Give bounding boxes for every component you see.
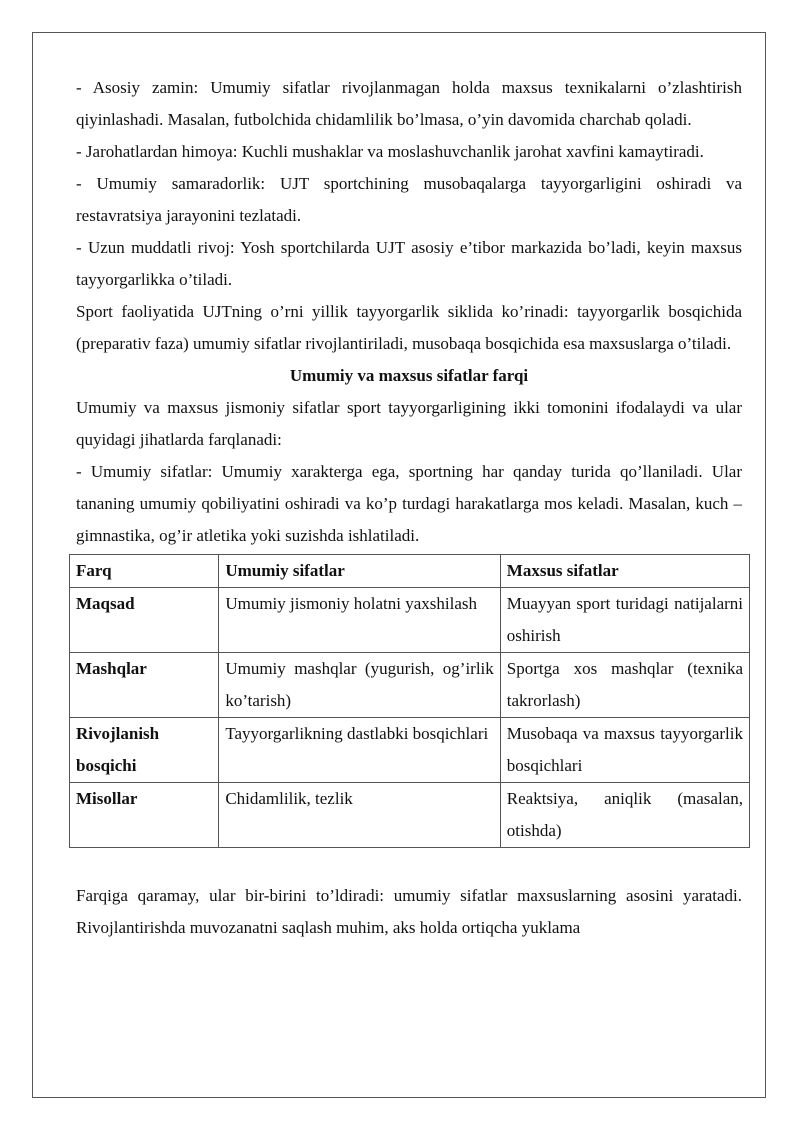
table-row-label: Mashqlar	[70, 653, 219, 718]
table-cell: Musobaqa va maxsus tayyorgarlik bosqichlari	[500, 718, 749, 783]
table-row	[70, 718, 750, 783]
table-row	[70, 588, 750, 653]
table-cell: Muayyan sport turidagi natijalarni oshirish	[500, 588, 749, 653]
table-row-label: Rivojlanish bosqichi	[70, 718, 219, 783]
table-row	[70, 783, 750, 848]
table-row-label: Maqsad	[70, 588, 219, 653]
table-header-cell: Maxsus sifatlar	[500, 555, 749, 588]
paragraph-umumiy-samaradorlik: - Umumiy samaradorlik: UJT sportchining musobaqalarga tayyorgarligini oshiradi va restavratsiya jarayonini tezlatadi.	[76, 174, 742, 225]
table-cell: Sportga xos mashqlar (texnika takrorlash)	[500, 653, 749, 718]
section-heading: Umumiy va maxsus sifatlar farqi	[289, 366, 529, 385]
table-header-cell: Umumiy sifatlar	[219, 555, 500, 588]
table-cell: Tayyorgarlikning dastlabki bosqichlari	[219, 718, 500, 783]
table-row-label: Misollar	[70, 783, 219, 848]
document-body	[76, 72, 742, 944]
paragraph-intro: Umumiy va maxsus jismoniy sifatlar sport tayyorgarligining ikki tomonini ifodalaydi va ular quyidagi jihatlarda farqlanadi:	[76, 398, 742, 449]
table-header-cell: Farq	[70, 555, 219, 588]
paragraph-asosiy-zamin: - Asosiy zamin: Umumiy sifatlar rivojlanmagan holda maxsus texnikalarni o’zlashtirish qiyinlashadi. Masalan, futbolchida chidamlilik bo’lmasa, o’yin davomida charchab qoladi.	[76, 78, 742, 129]
table-cell: Umumiy mashqlar (yugurish, og’irlik ko’tarish)	[219, 653, 500, 718]
paragraph-sport-faoliyatida: Sport faoliyatida UJTning o’rni yillik tayyorgarlik siklida ko’rinadi: tayyorgarlik bosqichida (preparativ faza) umumiy sifatlar rivojlantiriladi, musobaqa bosqichida esa maxsuslarga o’tiladi.	[76, 302, 742, 353]
paragraph-umumiy-sifatlar: - Umumiy sifatlar: Umumiy xarakterga ega, sportning har qanday turida qo’llaniladi. Ular tananing umumiy qobiliyatini oshiradi va ko’p turdagi harakatlarga mos keladi. Masalan, kuch – gimnastika, og’ir atletika yoki suzishda ishlatiladi.	[76, 462, 742, 545]
paragraph-jarohatlardan-himoya: - Jarohatlardan himoya: Kuchli mushaklar va moslashuvchanlik jarohat xavfini kamaytiradi.	[76, 142, 704, 161]
comparison-table	[69, 554, 750, 848]
table-cell: Reaktsiya, aniqlik (masalan, otishda)	[500, 783, 749, 848]
table-cell: Chidamlilik, tezlik	[219, 783, 500, 848]
table-cell: Umumiy jismoniy holatni yaxshilash	[219, 588, 500, 653]
paragraph-farqiga-qaramay: Farqiga qaramay, ular bir-birini to’ldiradi: umumiy sifatlar maxsuslarning asosini yaratadi. Rivojlantirishda muvozanatni saqlash muhim, aks holda ortiqcha yuklama	[76, 886, 742, 937]
table-header-row	[70, 555, 750, 588]
paragraph-uzun-muddatli-rivoj: - Uzun muddatli rivoj: Yosh sportchilarda UJT asosiy e’tibor markazida bo’ladi, keyin maxsus tayyorgarlikka o’tiladi.	[76, 238, 742, 289]
table-row	[70, 653, 750, 718]
